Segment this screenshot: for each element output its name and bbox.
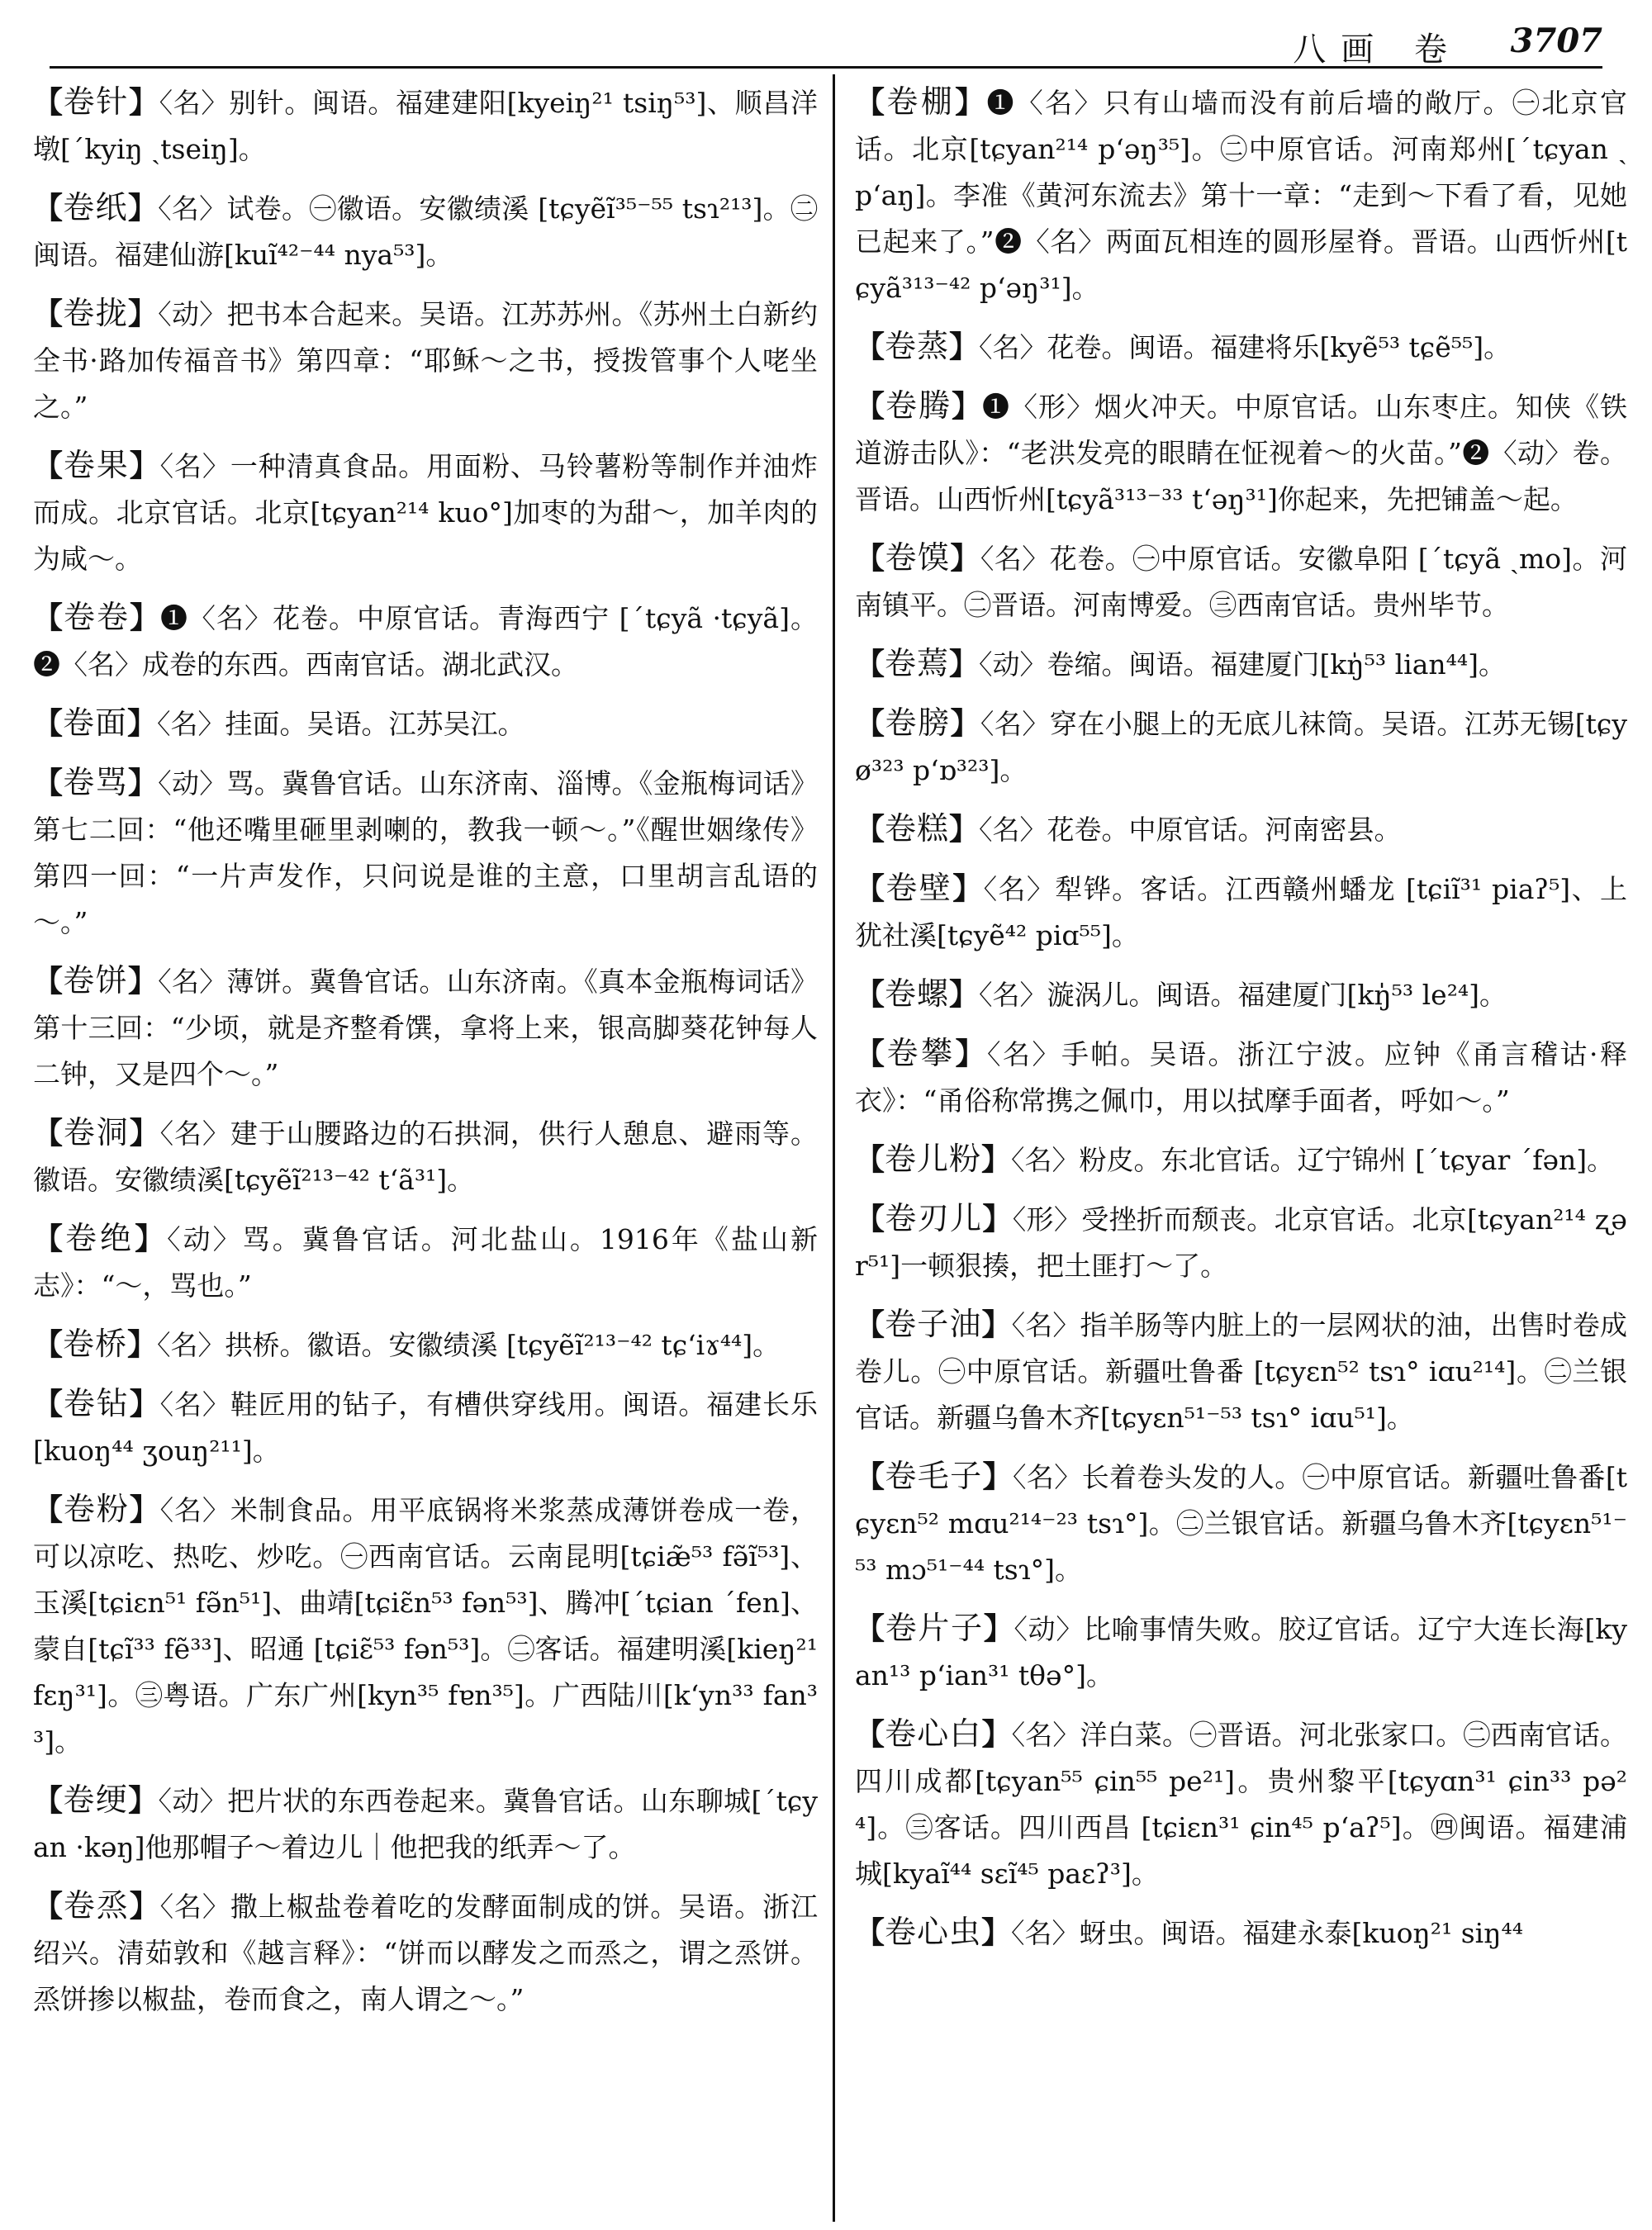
dictionary-entry — [33, 1109, 818, 1203]
headword-bracket-close: 】 — [982, 1202, 1013, 1236]
dictionary-entry — [855, 1453, 1627, 1593]
dictionary-entry — [855, 700, 1627, 794]
definition-text: 〈动〉比喻事情失败。胶辽官话。辽宁大连长海[kyan¹³ p‘ian³¹ tθə°]。 — [855, 1613, 1627, 1691]
headword-bracket-open: 【 — [855, 541, 885, 576]
dictionary-entry — [855, 1710, 1627, 1897]
dictionary-entry — [33, 594, 818, 688]
headword-bracket-close: 】 — [982, 1459, 1013, 1494]
headword: 卷绝 — [65, 1220, 135, 1256]
definition-text: 〈名〉穿在小腿上的无底儿袜筒。吴语。江苏无锡[tɕyø³²³ p‘ɒ³²³]。 — [855, 708, 1627, 786]
definition-text: 〈名〉长着卷头发的人。㊀中原官话。新疆吐鲁番[tɕyɛn⁵² mɑu²¹⁴⁻²³ tsɿ°]。㊁兰银官话。新疆乌鲁木齐[tɕyɛn⁵¹⁻⁵³ mɔ⁵¹⁻⁴⁴ tsɿ°]。 — [855, 1461, 1627, 1586]
headword-bracket-close: 】 — [130, 600, 161, 635]
headword-bracket-open: 【 — [33, 297, 64, 331]
dictionary-entry — [855, 1136, 1627, 1184]
headword-bracket-open: 【 — [33, 448, 64, 483]
headword: 卷果 — [63, 447, 130, 483]
headword-bracket-open: 【 — [33, 85, 64, 120]
headword: 卷卷 — [64, 599, 131, 635]
headword-bracket-close: 】 — [127, 706, 158, 741]
definition-text: 〈动〉骂。冀鲁官话。河北盐山。1916年《盐山新志》：“～，骂也。” — [33, 1223, 818, 1302]
right-column — [855, 78, 1627, 2218]
definition-text: 〈名〉挂面。吴语。江苏吴江。 — [157, 708, 525, 740]
headword-bracket-close: 】 — [949, 647, 980, 681]
dictionary-entry — [855, 382, 1627, 523]
headword-bracket-open: 【 — [855, 647, 885, 681]
dictionary-entry — [33, 184, 818, 278]
dictionary-entry — [33, 1380, 818, 1474]
headword-bracket-open: 【 — [33, 1116, 64, 1151]
headword: 卷面 — [63, 705, 128, 741]
headword-bracket-close: 】 — [949, 330, 980, 364]
headword: 卷纸 — [63, 189, 128, 225]
definition-text: 〈名〉手帕。吴语。浙江宁波。应钟《甬言稽诂·释衣》：“甬俗称常携之佩巾，用以拭摩手面者，呼如～。” — [855, 1038, 1627, 1117]
headword-bracket-close: 】 — [127, 766, 159, 800]
headword: 卷子油 — [885, 1306, 982, 1342]
headword-bracket-open: 【 — [855, 330, 885, 364]
page-header — [50, 17, 1602, 69]
headword-bracket-open: 【 — [855, 977, 885, 1012]
headword-bracket-open: 【 — [855, 812, 885, 847]
dictionary-entry — [33, 1882, 818, 2023]
headword: 卷心虫 — [885, 1914, 982, 1950]
definition-text: 〈名〉花卷。闽语。福建将乐[kyẽ⁵³ tɕẽ⁵⁵]。 — [979, 331, 1512, 363]
dictionary-entry — [855, 78, 1627, 311]
headword-bracket-close: 】 — [955, 1037, 987, 1071]
headword-bracket-close: 】 — [135, 1222, 168, 1256]
column-divider — [833, 74, 835, 2222]
dictionary-entry — [855, 970, 1627, 1018]
headword-bracket-open: 【 — [33, 191, 64, 225]
headword-bracket-open: 【 — [855, 85, 887, 120]
definition-text: 〈名〉薄饼。冀鲁官话。山东济南。《真本金瓶梅词话》第十三回：“少顷，就是齐整肴馔，拿将上来，银高脚葵花钟每人二钟，又是四个～。” — [33, 966, 818, 1090]
dictionary-entry — [855, 805, 1627, 853]
headword: 卷膀 — [885, 705, 951, 741]
headword-bracket-close: 】 — [129, 1116, 160, 1151]
headword-bracket-open: 【 — [855, 1142, 885, 1177]
headword: 卷桥 — [63, 1326, 128, 1362]
left-column — [33, 78, 818, 2218]
definition-text: ❶〈名〉花卷。中原官话。青海西宁 [ˊtɕyã ·tɕyã]。❷〈名〉成卷的东西。西南官话。湖北武汉。 — [33, 602, 818, 681]
definition-text: 〈动〉把片状的东西卷起来。冀鲁官话。山东聊城[ˊtɕyan ·kəŋ]他那帽子～着边儿｜他把我的纸弄～了。 — [33, 1785, 818, 1863]
headword-bracket-close: 】 — [955, 85, 987, 120]
headword-bracket-close: 】 — [952, 389, 982, 424]
headword: 卷糕 — [885, 810, 950, 847]
headword-bracket-open: 【 — [33, 1222, 66, 1256]
headword-bracket-close: 】 — [952, 871, 984, 906]
definition-text: 〈名〉试卷。㊀徽语。安徽绩溪 [tɕyẽĩ³⁵⁻⁵⁵ tsɿ²¹³]。㊁闽语。福建仙游[kuĩ⁴²⁻⁴⁴ nya⁵³]。 — [33, 192, 818, 271]
headword-bracket-open: 【 — [855, 1611, 885, 1646]
dictionary-entry — [33, 1777, 818, 1871]
dictionary-entry — [33, 442, 818, 582]
headword: 卷攀 — [886, 1035, 956, 1071]
headword-bracket-close: 】 — [981, 1307, 1012, 1342]
definition-text: 〈动〉骂。冀鲁官话。山东济南、淄博。《金瓶梅词话》第七二回：“他还嘴里砸里剥喇的，教我一顿～。”《醒世姻缘传》第四一回：“一片声发作，只问说是谁的主意，口里胡言乱语的～。” — [33, 767, 818, 938]
definition-text: 〈名〉洋白菜。㊀晋语。河北张家口。㊁西南官话。四川成都[tɕyan⁵⁵ ɕin⁵⁵ pe²¹]。贵州黎平[tɕyɑn³¹ ɕin³³ pə²⁴]。㊂客话。四川西昌 [tɕiɛn³¹ ɕin⁴⁵ p‘aʔ⁵]。㊃闽语。福建浦城[kyaĩ⁴⁴ sɛĩ⁴⁵ paɛʔ³]。 — [855, 1719, 1627, 1890]
headword-bracket-open: 【 — [855, 1459, 885, 1494]
headword-bracket-close: 】 — [981, 1717, 1012, 1752]
dictionary-entry — [33, 1486, 818, 1765]
definition-text: 〈名〉鞋匠用的钻子，有槽供穿线用。闽语。福建长乐[kuoŋ⁴⁴ ʒouŋ²¹¹]。 — [33, 1388, 818, 1467]
headword-bracket-close: 】 — [983, 1611, 1014, 1646]
headword-bracket-close: 】 — [129, 1492, 160, 1527]
definition-text: 〈名〉建于山腰路边的石拱洞，供行人憩息、避雨等。徽语。安徽绩溪[tɕyẽĩ²¹³⁻⁴² t‘ã³¹]。 — [33, 1117, 818, 1196]
headword: 卷壁 — [885, 870, 953, 906]
definition-text: 〈名〉别针。闽语。福建建阳[kyeiŋ²¹ tsiŋ⁵³]、顺昌洋墩[ˊkyiŋ ˏtseiŋ]。 — [33, 87, 818, 165]
headword-bracket-open: 【 — [855, 871, 886, 906]
definition-text: ❶〈形〉烟火冲天。中原官话。山东枣庄。知侠《铁道游击队》：“老洪发亮的眼睛在怔视着～的火苗。”❷〈动〉卷。晋语。山西忻州[tɕyã³¹³⁻³³ t‘əŋ³¹]你起来，先把铺盖～起。 — [855, 391, 1627, 515]
headword-bracket-open: 【 — [855, 1915, 885, 1950]
headword: 卷骂 — [63, 764, 128, 800]
dictionary-entry — [855, 1301, 1627, 1441]
definition-text: ❶〈名〉只有山墙而没有前后墙的敞厅。㊀北京官话。北京[tɕyan²¹⁴ p‘əŋ³⁵]。㊁中原官话。河南郑州[ˊtɕyan ˏp‘aŋ]。李准《黄河东流去》第十一章：“走到～下看了看，见她已起来了。”❷〈名〉两面瓦相连的圆形屋脊。晋语。山西忻州[tɕyã³¹³⁻⁴² p‘əŋ³¹]。 — [855, 87, 1627, 304]
definition-text: 〈动〉卷缩。闽语。福建厦门[kŋ̍⁵³ lian⁴⁴]。 — [979, 648, 1506, 681]
headword: 卷毛子 — [885, 1458, 983, 1494]
headword-bracket-close: 】 — [981, 1915, 1012, 1950]
headword: 卷拢 — [63, 295, 128, 331]
headword-bracket-open: 【 — [33, 964, 64, 999]
headword: 卷绠 — [63, 1782, 129, 1818]
dictionary-entry — [33, 290, 818, 430]
headword-bracket-close: 】 — [128, 1783, 159, 1818]
dictionary-entry — [855, 1909, 1627, 1957]
headword-bracket-open: 【 — [33, 600, 64, 635]
definition-text: 〈名〉花卷。㊀中原官话。安徽阜阳 [ˊtɕyã ˏmo]。河南镇平。㊁晋语。河南博爱。㊂西南官话。贵州毕节。 — [855, 543, 1627, 621]
headword: 卷刃儿 — [885, 1200, 983, 1236]
headword: 卷螺 — [885, 975, 950, 1012]
dictionary-entry — [33, 1321, 818, 1369]
headword-bracket-open: 【 — [855, 1202, 885, 1236]
headword-bracket-open: 【 — [33, 1889, 64, 1924]
headword: 卷蔫 — [885, 645, 950, 681]
dictionary-entry — [33, 78, 818, 173]
headword: 卷饼 — [63, 962, 128, 999]
headword-bracket-close: 】 — [127, 964, 159, 999]
definition-text: 〈名〉漩涡儿。闽语。福建厦门[kŋ̍⁵³ le²⁴]。 — [979, 979, 1507, 1011]
headword-bracket-close: 】 — [128, 85, 159, 120]
definition-text: 〈名〉指羊肠等内脏上的一层网状的油，出售时卷成卷儿。㊀中原官话。新疆吐鲁番 [tɕyɛn⁵² tsɿ° iɑu²¹⁴]。㊁兰银官话。新疆乌鲁木齐[tɕyɛn⁵¹⁻⁵³ tsɿ° iɑu⁵¹]。 — [855, 1309, 1627, 1434]
headword-bracket-open: 【 — [855, 1307, 885, 1342]
headword-bracket-close: 】 — [129, 1387, 160, 1421]
headword-bracket-close: 】 — [129, 448, 160, 483]
dictionary-entry — [855, 323, 1627, 371]
headword-bracket-open: 【 — [855, 1717, 885, 1752]
headword: 卷儿粉 — [885, 1141, 982, 1177]
headword-bracket-close: 】 — [127, 1327, 158, 1362]
headword: 卷心白 — [885, 1715, 982, 1752]
headword-bracket-close: 】 — [129, 1889, 160, 1924]
dictionary-entry — [33, 1215, 818, 1309]
dictionary-entry — [33, 759, 818, 946]
definition-text: 〈形〉受挫折而颓丧。北京官话。北京[tɕyan²¹⁴ ʐər⁵¹]一顿狠揍，把土匪打～了。 — [855, 1203, 1627, 1282]
headword-bracket-open: 【 — [855, 389, 885, 424]
headword-bracket-close: 】 — [127, 297, 159, 331]
definition-text: 〈名〉米制食品。用平底锅将米浆蒸成薄饼卷成一卷，可以凉吃、热吃、炒吃。㊀西南官话。云南昆明[tɕiæ̃⁵³ fə̃ĩ⁵³]、玉溪[tɕiɛn⁵¹ fə̃n⁵¹]、曲靖[tɕiɛ̃n⁵³ fən⁵³]、腾冲[ˊtɕian ˊfen]、蒙自[tɕĩ³³ fẽ³³]、昭通 [tɕiɛ̃⁵³ fən⁵³]。㊁客话。福建明溪[kieŋ²¹ fɛŋ³¹]。㊂粤语。广东广州[kyn³⁵ fɐn³⁵]。广西陆川[k‘yn³³ fan³³]。 — [33, 1494, 818, 1758]
headword-bracket-open: 【 — [33, 706, 64, 741]
dictionary-entry — [33, 700, 818, 747]
headword-bracket-open: 【 — [855, 1037, 887, 1071]
headword: 卷馍 — [885, 539, 951, 576]
headword-bracket-open: 【 — [33, 1783, 64, 1818]
dictionary-entry — [855, 865, 1627, 959]
dictionary-entry — [855, 1030, 1627, 1124]
definition-text: 〈名〉蚜虫。闽语。福建永泰[kuoŋ²¹ siŋ⁴⁴ — [1011, 1917, 1523, 1949]
headword-bracket-open: 【 — [33, 1492, 64, 1527]
headword: 卷蒸 — [885, 328, 950, 364]
headword: 卷粉 — [63, 1491, 130, 1527]
headword: 卷烝 — [63, 1887, 130, 1924]
headword-bracket-close: 】 — [949, 977, 980, 1012]
headword: 卷棚 — [886, 83, 956, 120]
headword-bracket-open: 【 — [33, 1327, 64, 1362]
definition-text: 〈名〉撒上椒盐卷着吃的发酵面制成的饼。吴语。浙江绍兴。清茹敦和《越言释》：“饼而以酵发之而烝之，谓之烝饼。烝饼掺以椒盐，卷而食之，南人谓之～。” — [33, 1891, 818, 2015]
page-number: 3707 — [1510, 21, 1602, 60]
dictionary-entry — [33, 957, 818, 1098]
dictionary-entry — [855, 1605, 1627, 1699]
headword-bracket-close: 】 — [950, 541, 980, 576]
headword-bracket-open: 【 — [33, 1387, 64, 1421]
dictionary-entry — [855, 640, 1627, 688]
definition-text: 〈动〉把书本合起来。吴语。江苏苏州。《苏州土白新约全书·路加传福音书》第四章：“耶稣～之书，授拨管事个人咾坐之。” — [33, 298, 818, 423]
definition-text: 〈名〉花卷。中原官话。河南密县。 — [979, 814, 1402, 846]
headword-bracket-open: 【 — [855, 706, 885, 741]
headword-bracket-close: 】 — [950, 706, 980, 741]
headword-bracket-open: 【 — [33, 766, 64, 800]
headword-bracket-close: 】 — [127, 191, 159, 225]
definition-text: 〈名〉粉皮。东北官话。辽宁锦州 [ˊtɕyar ˊfən]。 — [1011, 1144, 1615, 1176]
dictionary-entry — [855, 1195, 1627, 1289]
definition-text: 〈名〉一种清真食品。用面粉、马铃薯粉等制作并油炸而成。北京官话。北京[tɕyan²¹⁴ kuo°]加枣的为甜～，加羊肉的为咸～。 — [33, 450, 818, 575]
headword-bracket-close: 】 — [949, 812, 980, 847]
section-title: 八画 卷 — [1293, 31, 1462, 69]
headword: 卷腾 — [885, 387, 952, 424]
headword: 卷片子 — [885, 1610, 984, 1646]
headword: 卷钻 — [63, 1385, 130, 1421]
definition-text: 〈名〉犁铧。客话。江西赣州蟠龙 [tɕiĩ³¹ piaʔ⁵]、上犹社溪[tɕyẽ⁴² piɑ⁵⁵]。 — [855, 873, 1627, 951]
definition-text: 〈名〉拱桥。徽语。安徽绩溪 [tɕyẽĩ²¹³⁻⁴² tɕ‘iɤ⁴⁴]。 — [157, 1329, 781, 1361]
headword-bracket-close: 】 — [981, 1142, 1012, 1177]
headword: 卷洞 — [63, 1114, 130, 1151]
dictionary-entry — [855, 534, 1627, 629]
headword: 卷针 — [63, 83, 129, 120]
